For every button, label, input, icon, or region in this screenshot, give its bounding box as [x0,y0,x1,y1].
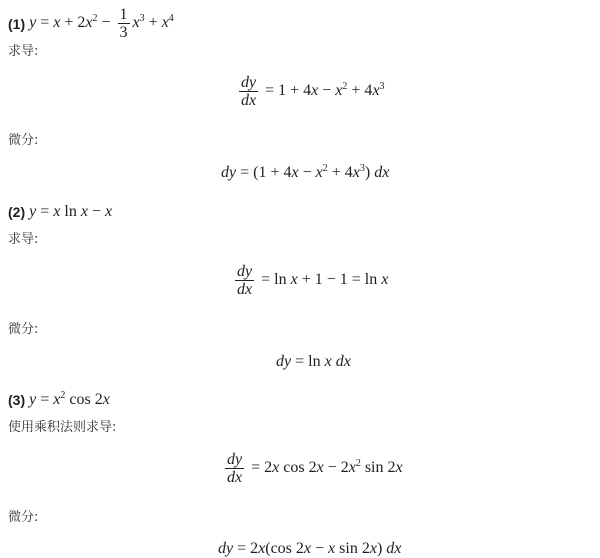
section-2-function: y = x ln x − x [29,203,113,220]
section-3-differential: dy = 2x(cos 2x − x sin 2x) dx [218,540,402,557]
section-3-number: (3) [8,392,26,408]
section-1-function: $y = x + 2x^2$ − $\frac{1}{3}$ $x^3 + x^4$ [29,6,174,41]
fraction-one-third: $\frac{1}{3}$ [119,6,128,41]
section-1-number: (1) [8,15,26,32]
section-2-derivative: $\frac{dy}{dx}$ = ln x + 1 − 1 = ln x [237,263,389,298]
section-3-differential-label: 微分: [8,510,39,525]
section-1-differential: dy = $(1 + 4x - x^2 + 4x^3)$ dx [221,163,390,181]
dydx-fraction: $\frac{dy}{dx}$ [241,74,257,109]
section-2-derive-label: 求导: [8,232,39,247]
section-3-function: $y = x^2$ cos 2x [29,390,110,408]
section-1-differential-label: 微分: [8,133,39,148]
section-3-derivative: $\frac{dy}{dx}$ = 2x $\cos 2x - 2x^2$ sin 2x [227,451,403,486]
section-1-derivative: $\frac{dy}{dx}$ = $1 + 4x - x^2 + 4x^3$ [241,74,385,109]
section-3-derive-label: 使用乘积法则求导: [8,420,117,435]
section-2-header [8,203,112,221]
section-1-header [8,6,174,41]
section-2-differential: dy = ln x dx [276,353,351,370]
section-1-derive-label: 求导: [8,44,39,59]
dydx-fraction: $\frac{dy}{dx}$ [227,451,243,486]
section-2-number: (2) [8,204,26,220]
section-2-differential-label: 微分: [8,322,39,337]
section-3-header [8,391,110,409]
dydx-fraction: $\frac{dy}{dx}$ [237,263,253,298]
